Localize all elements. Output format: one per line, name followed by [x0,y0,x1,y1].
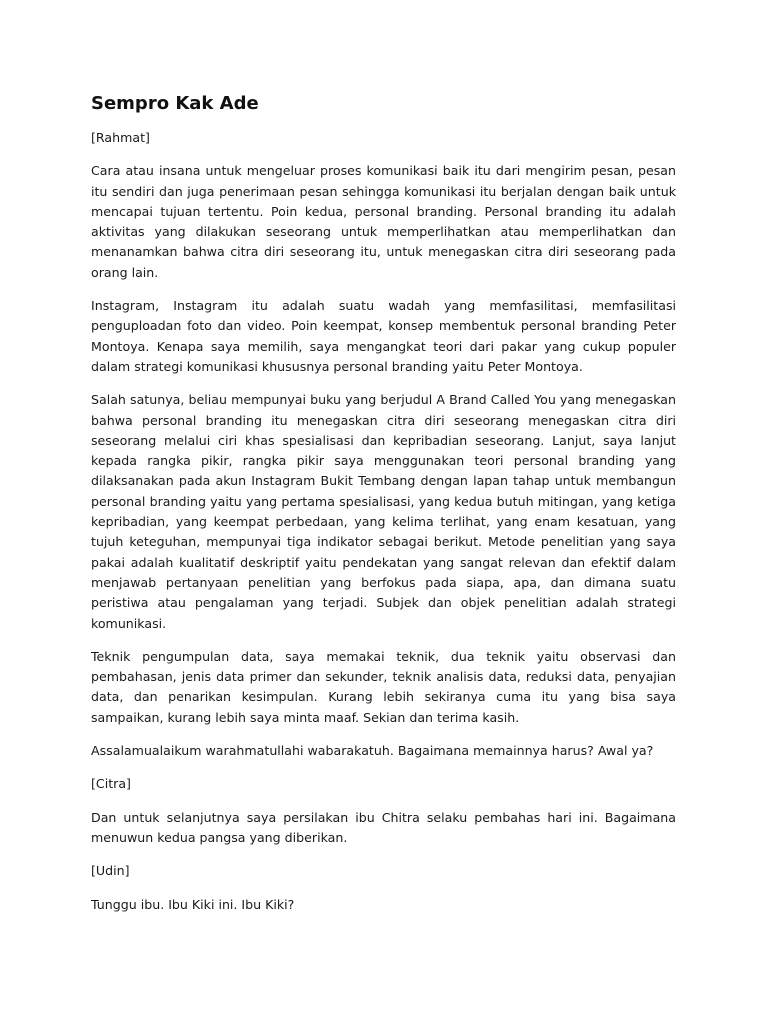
transcript-paragraph: Tunggu ibu. Ibu Kiki ini. Ibu Kiki? [91,896,295,912]
document-page [91,92,676,928]
transcript-paragraph: Dan untuk selanjutnya saya persilakan ibu Chitra selaku pembahas hari ini. Bagaimana menuwun kedua pangsa yang diberikan. [91,809,676,845]
speaker-label: [Rahmat] [91,130,150,145]
transcript-paragraph: Teknik pengumpulan data, saya memakai teknik, dua teknik yaitu observasi dan pembahasan, jenis data primer dan sekunder, teknik analisis data, reduksi data, penyajian data, dan penarikan kesimpulan. Kurang lebih sekiranya cuma itu yang bisa saya sampaikan, kurang lebih saya minta maaf. Sekian dan terima kasih. [91,648,676,725]
transcript-paragraph: Cara atau insana untuk mengeluar proses komunikasi baik itu dari mengirim pesan, pesan itu sendiri dan juga penerimaan pesan sehingga komunikasi itu berjalan dengan baik untuk mencapai tujuan tertentu. Poin kedua, personal branding. Personal branding itu adalah aktivitas yang dilakukan seseorang untuk memperlihatkan atau memperlihatkan dan menanamkan bahwa citra diri seseorang itu, untuk menegaskan citra diri seseorang pada orang lain. [91,163,676,280]
transcript-paragraph: Instagram, Instagram itu adalah suatu wadah yang memfasilitasi, memfasilitasi penguploadan foto dan video. Poin keempat, konsep membentuk personal branding Peter Montoya. Kenapa saya memilih, saya mengangkat teori dari pakar yang cukup populer dalam strategi komunikasi khususnya personal branding yaitu Peter Montoya. [91,298,676,374]
speaker-label: [Citra] [91,776,131,792]
transcript-paragraph: Salah satunya, beliau mempunyai buku yang berjudul A Brand Called You yang menegaskan bahwa personal branding itu menegaskan citra diri seseorang menegaskan citra diri seseorang melalui ciri khas spesialisasi dan kepribadian seseorang. Lanjut, saya lanjut kepada rangka pikir, rangka pikir saya menggunakan teori personal branding yang dilaksanakan pada akun Instagram Bukit Tembang dengan lapan tahap untuk membangun personal branding yaitu yang pertama spesialisasi, yang kedua butuh mitingan, yang ketiga kepribadian, yang keempat perbedaan, yang kelima terlihat, yang enam kesatuan, yang tujuh keteguhan, mempunyai tiga indikator sebagai berikut. Metode penelitian yang saya pakai adalah kualitatif deskriptif yaitu pendekatan yang sangat relevan dan efektif dalam menjawab pertanyaan penelitian yang berfokus pada siapa, apa, dan dimana suatu peristiwa atau pengalaman yang terjadi. Subjek dan objek penelitian adalah strategi komunikasi. [91,392,676,631]
transcript-paragraph: Assalamualaikum warahmatullahi wabarakatuh. Bagaimana memainnya harus? Awal ya? [91,743,654,759]
document-title: Sempro Kak Ade [91,93,259,114]
speaker-label: [Udin] [91,863,130,879]
